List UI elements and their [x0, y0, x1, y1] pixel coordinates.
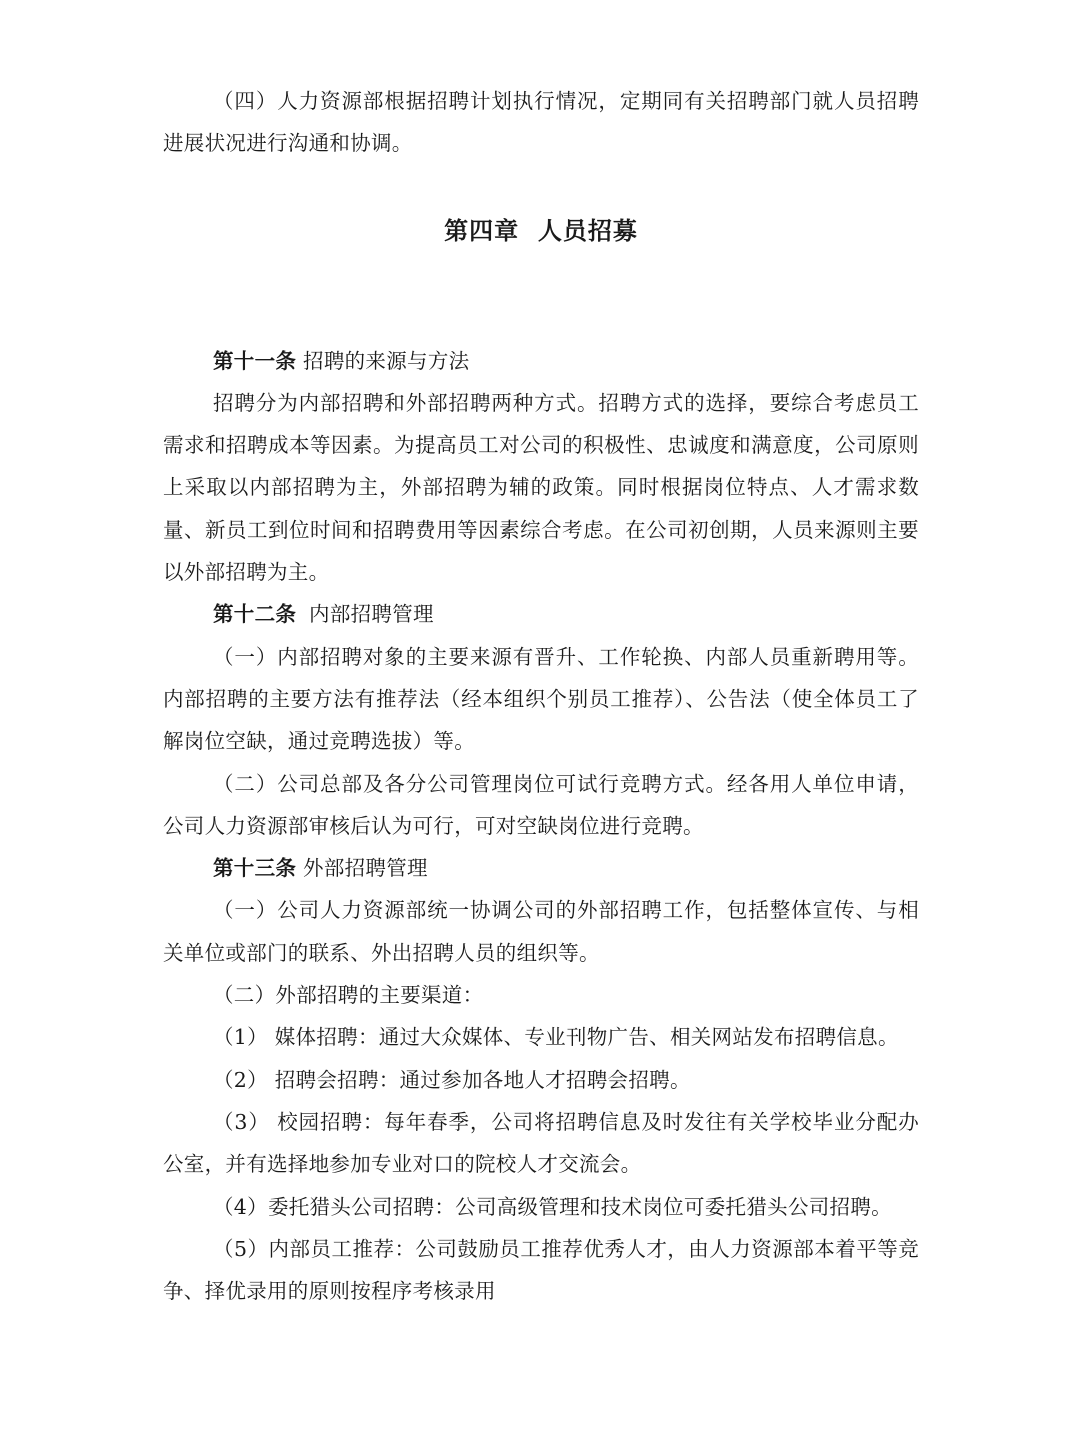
- article-11-title: 招聘的来源与方法: [303, 348, 470, 373]
- article-13-channel-1: （1） 媒体招聘：通过大众媒体、专业刊物广告、相关网站发布招聘信息。: [213, 1025, 899, 1050]
- article-13-item-1: （一）公司人力资源部统一协调公司的外部招聘工作，包括整体宣传、与相关单位或部门的联系、外出招聘人员的组织等。: [163, 898, 919, 965]
- article-13-channel-2: （2） 招聘会招聘：通过参加各地人才招聘会招聘。: [213, 1067, 691, 1092]
- article-12-number: 第十二条: [213, 602, 297, 627]
- article-13-item-2: （二）外部招聘的主要渠道：: [213, 983, 484, 1008]
- article-11-body: 招聘分为内部招聘和外部招聘两种方式。招聘方式的选择，要综合考虑员工需求和招聘成本等因素。为提高员工对公司的积极性、忠诚度和满意度，公司原则上采取以内部招聘为主，外部招聘为辅的政策。同时根据岗位特点、人才需求数量、新员工到位时间和招聘费用等因素综合考虑。在公司初创期，人员来源则主要以外部招聘为主。: [163, 390, 919, 585]
- chapter-title: 第四章 人员招募: [444, 216, 638, 245]
- article-12-heading: [163, 593, 919, 635]
- article-12-item-2: （二）公司总部及各分公司管理岗位可试行竞聘方式。经各用人单位申请，公司人力资源部审核后认为可行，可对空缺岗位进行竞聘。: [163, 771, 919, 838]
- article-12-item-1: （一）内部招聘对象的主要来源有晋升、工作轮换、内部人员重新聘用等。内部招聘的主要方法有推荐法（经本组织个别员工推荐）、公告法（使全体员工了解岗位空缺，通过竞聘选拔）等。: [163, 644, 919, 754]
- article-13-heading: [163, 847, 919, 889]
- article-13-channel-3: （3） 校园招聘：每年春季，公司将招聘信息及时发往有关学校毕业分配办公室，并有选择地参加专业对口的院校人才交流会。: [163, 1109, 919, 1177]
- article-13: [163, 847, 919, 1312]
- article-11-number: 第十一条: [213, 348, 297, 373]
- article-13-number: 第十三条: [213, 856, 297, 881]
- article-11: [163, 340, 919, 594]
- article-13-title: 外部招聘管理: [303, 856, 428, 881]
- article-12-title: 内部招聘管理: [309, 602, 434, 627]
- article-11-heading: [163, 340, 919, 382]
- article-12: [163, 593, 919, 847]
- document-page: [163, 80, 919, 1312]
- article-13-channel-5: （5）内部员工推荐：公司鼓励员工推荐优秀人才，由人力资源部本着平等竞争、择优录用的原则按程序考核录用: [163, 1236, 919, 1304]
- intro-paragraph: （四）人力资源部根据招聘计划执行情况，定期同有关招聘部门就人员招聘进展状况进行沟通和协调。: [163, 89, 919, 156]
- article-13-channel-4: （4）委托猎头公司招聘：公司高级管理和技术岗位可委托猎头公司招聘。: [213, 1194, 892, 1219]
